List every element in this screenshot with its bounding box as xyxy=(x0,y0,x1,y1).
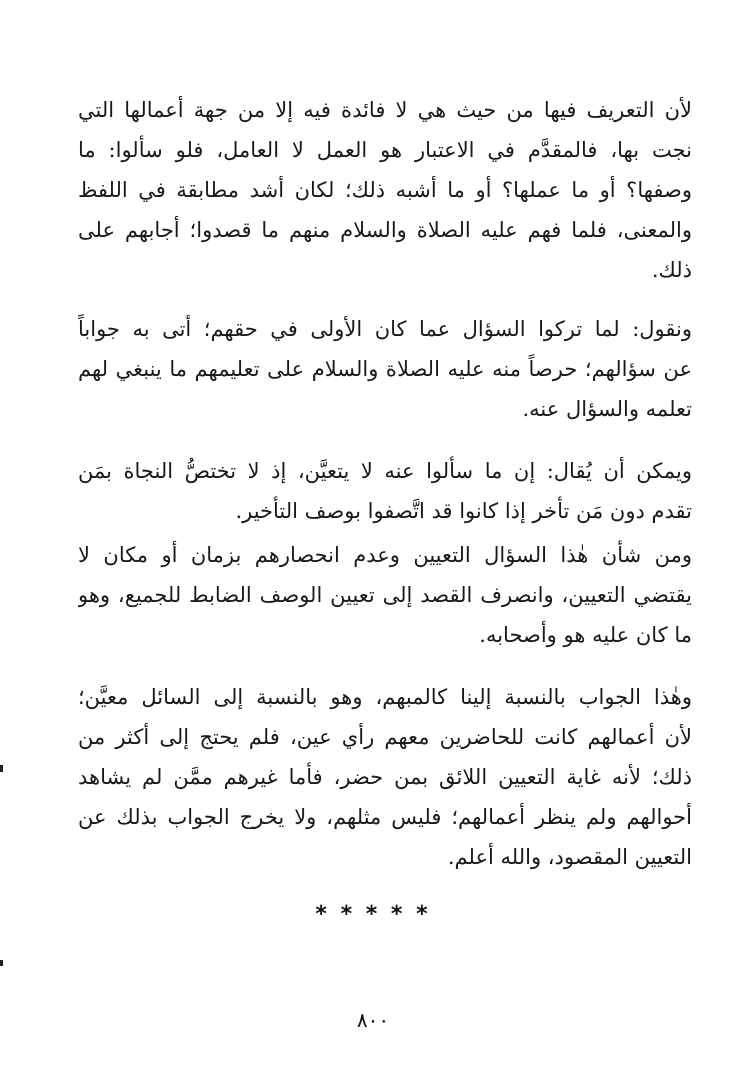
paragraph-line: أحوالهم ولم ينظر أعمالهم؛ فليس مثلهم، ولا يخرج الجواب بذلك عن xyxy=(78,805,692,829)
paragraph-line: التعيين المقصود، والله أعلم. xyxy=(447,845,692,869)
paragraph-line: والمعنى، فلما فهم عليه الصلاة والسلام منهم ما قصدوا؛ أجابهم على xyxy=(78,218,692,242)
paragraph-5 xyxy=(78,677,692,877)
paragraph-line: لأن التعريف فيها من حيث هي لا فائدة فيه إلا من جهة أعمالها التي xyxy=(78,98,692,122)
section-separator: * * * * * xyxy=(315,902,431,927)
scan-edge-mark xyxy=(0,960,3,966)
paragraph-line: نجت بها، فالمقدَّم في الاعتبار هو العمل لا العامل، فلو سألوا: ما xyxy=(78,138,692,162)
paragraph-line: عن سؤالهم؛ حرصاً منه عليه الصلاة والسلام على تعليمهم ما ينبغي لهم xyxy=(78,357,692,381)
paragraph-line: ونقول: لما تركوا السؤال عما كان الأولى في حقهم؛ أتى به جواباً xyxy=(78,317,692,341)
paragraph-line: وهٰذا الجواب بالنسبة إلينا كالمبهم، وهو بالنسبة إلى السائل معيَّن؛ xyxy=(78,685,692,709)
paragraph-3 xyxy=(78,451,692,531)
paragraph-line: تعلمه والسؤال عنه. xyxy=(522,397,692,421)
paragraph-4 xyxy=(78,535,692,655)
paragraph-line: وصفها؟ أو ما عملها؟ أو ما أشبه ذلك؛ لكان أشد مطابقة في اللفظ xyxy=(78,178,692,202)
paragraph-line: ذلك. xyxy=(651,258,692,282)
paragraph-line: ويمكن أن يُقال: إن ما سألوا عنه لا يتعيَّن، إذ لا تختصُّ النجاة بمَن xyxy=(78,459,692,483)
paragraph-line: لأن أعمالهم كانت للحاضرين معهم رأي عين، فلم يحتج إلى أكثر من xyxy=(78,725,692,749)
paragraph-line: يقتضي التعيين، وانصرف القصد إلى تعيين الوصف الضابط للجميع، وهو xyxy=(78,583,692,607)
page-number: ٨٠٠ xyxy=(356,1008,390,1032)
paragraph-line: تقدم دون مَن تأخر إذا كانوا قد اتَّصفوا بوصف التأخير. xyxy=(235,499,692,523)
paragraph-2 xyxy=(78,309,692,429)
scan-edge-mark xyxy=(0,765,3,772)
paragraph-line: ما كان عليه هو وأصحابه. xyxy=(479,623,692,647)
paragraph-line: ومن شأن هٰذا السؤال التعيين وعدم انحصارهم بزمان أو مكان لا xyxy=(78,543,692,567)
paragraph-line: ذلك؛ لأنه غاية التعيين اللائق بمن حضر، فأما غيرهم ممَّن لم يشاهد xyxy=(78,765,692,789)
paragraph-1 xyxy=(78,90,692,290)
